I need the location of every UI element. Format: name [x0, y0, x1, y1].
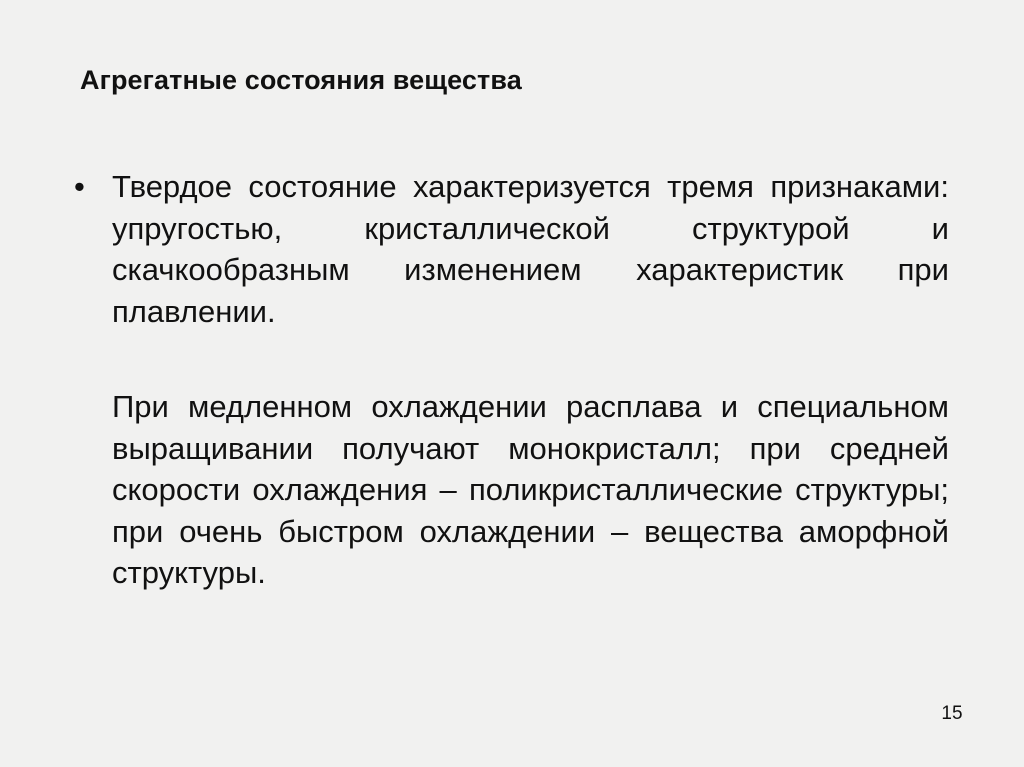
page-number: 15	[941, 703, 963, 724]
paragraph-cooling-structures: При медленном охлаждении расплава и специальном выращивании получают монокристалл; при средней скорости охлаждения – поликристаллические структуры; при очень быстром охлаждении – вещества аморфной структуры.	[112, 389, 949, 590]
paragraph-solid-state: Твердое состояние характеризуется тремя признаками: упругостью, кристаллической структурой и скачкообразным изменением характеристик при плавлении.	[112, 169, 949, 329]
slide-title: Агрегатные состояния вещества	[80, 65, 522, 95]
bullet-marker: •	[74, 169, 85, 204]
